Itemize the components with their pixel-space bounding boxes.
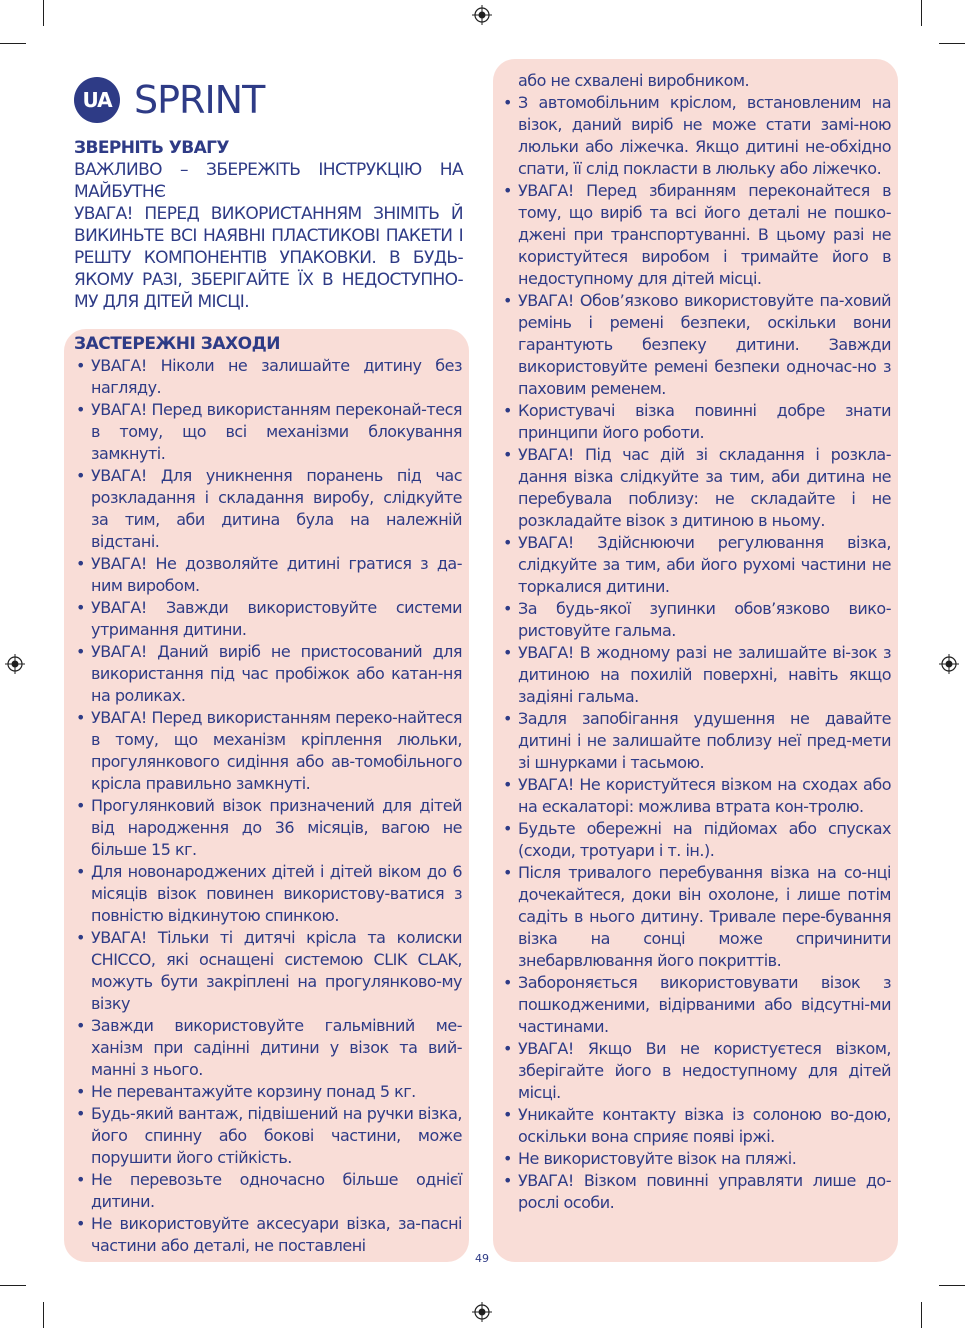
language-badge: UA [74,77,120,123]
precaution-item: • Завжди використовуйте гальмівний ме-ханізм при садінні дитини у візок та вий-манні з нього. [74,1015,462,1081]
precaution-item: • Уникайте контакту візка із солоною во-дою, оскільки вона сприяє появі іржі. [501,1104,891,1148]
packaging-warning: УВАГА! ПЕРЕД ВИКОРИСТАННЯМ ЗНІМІТЬ Й ВИКИНЬТЕ ВСІ НАЯВНІ ПЛАСТИКОВІ ПАКЕТИ І РЕШТУ КОМПОНЕНТІВ УПАКОВКИ. В БУДЬ-ЯКОМУ РАЗІ, ЗБЕРІГАЙТЕ ЇХ В НЕДОСТУПНО-МУ ДЛЯ ДІТЕЙ МІСЦІ. [74,204,463,312]
precaution-item: • УВАГА! Перед збиранням переконайтеся в тому, що виріб та всі його деталі не пошко-джені при транспортуванні. В цьому разі не користуйтеся виробом і тримайте його в недоступному для дітей місці. [501,180,891,290]
important-line-2: МАЙБУТНЄ [74,182,166,202]
precaution-item: • Користувачі візка повинні добре знати принципи його роботи. [501,400,891,444]
product-title: SPRINT [134,78,265,122]
precautions-box-left [64,329,469,1262]
precautions-box-right [493,59,898,1262]
crop-mark-tr-h [939,43,965,44]
crop-mark-tl-h [0,43,26,44]
registration-mark-right-icon [939,654,959,674]
precaution-item: • Після тривалого перебування візка на со-нці дочекайтеся, доки він охолоне, і лише потім садіть в нього дитину. Тривале пере-бування візка на сонці може спричинити знебарвлювання його покриттів. [501,862,891,972]
precaution-item: • УВАГА! Якщо Ви не користуєтеся візком, зберігайте його в недоступному для дітей місці. [501,1038,891,1104]
precaution-item: • Будь-який вантаж, підвішений на ручки візка, його спинну або бокові частини, може порушити його стійкість. [74,1103,462,1169]
crop-mark-tr-v [921,0,922,26]
precaution-item: • Для новонароджених дітей і дітей віком до 6 місяців візок повинен використову-ватися з повністю відкинутою спинкою. [74,861,462,927]
precaution-item: • Будьте обережні на підйомах або спусках (сходи, тротуари і т. ін.). [501,818,891,862]
registration-mark-left-icon [5,654,25,674]
precaution-item: • УВАГА! Здійснюючи регулювання візка, слідкуйте за тим, аби його рухомі частини не торкалися дитини. [501,532,891,598]
page-header [74,76,264,124]
precautions-list-right [501,92,891,1214]
precaution-item: • УВАГА! Для уникнення поранень під час розкладання і складання виробу, слідкуйте за тим, аби дитина була на належній відстані. [74,465,462,553]
precaution-item: • УВАГА! Не дозволяйте дитині гратися з да-ним виробом. [74,553,462,597]
precaution-item: • За будь-якої зупинки обов’язково вико-ристовуйте гальма. [501,598,891,642]
precaution-item: • УВАГА! Під час дій зі складання і розкла-дання візка слідкуйте за тим, аби дитина не перебувала поблизу: не складайте і не розкладайте візок з дитиною в ньому. [501,444,891,532]
important-line-1: ВАЖЛИВО – ЗБЕРЕЖІТЬ ІНСТРУКЦІЮ НА [74,160,463,180]
crop-mark-br-h [939,1285,965,1286]
precaution-item: • УВАГА! Обов’язково використовуйте па-ховий ремінь і ремені безпеки, оскільки вони гарантують безпеку дитини. Завжди використовуйте ремені безпеки одночас-но з паховим ременем. [501,290,891,400]
precaution-item: • УВАГА! Візком повинні управляти лише до-рослі особи. [501,1170,891,1214]
precaution-item: • Не перевозьте одночасно більше однієї дитини. [74,1169,462,1213]
precaution-item: • УВАГА! Ніколи не залишайте дитину без нагляду. [74,355,462,399]
precautions-title: ЗАСТЕРЕЖНІ ЗАХОДИ [74,334,280,354]
precautions-list-left [74,355,462,1257]
continued-text: або не схвалені виробником. [518,71,750,90]
registration-mark-bottom-icon [472,1302,492,1322]
precaution-item: • Прогулянковий візок призначений для дітей від народження до 36 місяців, вагою не більше 15 кг. [74,795,462,861]
precaution-item: • Не використовуйте візок на пляжі. [501,1148,891,1170]
precaution-item: • З автомобільним кріслом, встановленим на візок, даний виріб не може стати замі-ною люльки або ліжечка. Якщо дитині не-обхідно спати, її слід покласти в люльку або ліжечко. [501,92,891,180]
precaution-item: • УВАГА! Даний виріб не пристосований для використання під час пробіжок або катан-ня на роликах. [74,641,462,707]
crop-mark-tl-v [43,0,44,26]
precaution-item: • УВАГА! Тільки ті дитячі крісла та колиски CHICCO, які оснащені системою CLIK CLAK, можуть бути закріплені на прогулянково-му візку [74,927,462,1015]
precaution-item: • Забороняється використовувати візок з пошкодженими, відірваними або відсутні-ми частинами. [501,972,891,1038]
crop-mark-bl-v [43,1302,44,1328]
precaution-item: • УВАГА! Завжди використовуйте системи утримання дитини. [74,597,462,641]
precaution-item: • Не перевантажуйте корзину понад 5 кг. [74,1081,462,1103]
precaution-item: • УВАГА! В жодному разі не залишайте ві-зок з дитиною на похилій поверхні, навіть якщо задіяні гальма. [501,642,891,708]
registration-mark-top-icon [472,5,492,25]
notice-section [74,137,463,313]
crop-mark-bl-h [0,1285,26,1286]
precaution-item: • УВАГА! Перед використанням переконай-теся в тому, що всі механізми блокування замкнуті. [74,399,462,465]
precaution-item: • Не використовуйте аксесуари візка, за-пасні частини або деталі, не поставлені [74,1213,462,1257]
page-number: 49 [475,1252,489,1265]
precaution-item: • УВАГА! Не користуйтеся візком на сходах або на ескалаторі: можлива втрата кон-тролю. [501,774,891,818]
notice-heading: ЗВЕРНІТЬ УВАГУ [74,138,229,158]
crop-mark-br-v [921,1302,922,1328]
precaution-item: • УВАГА! Перед використанням переко-найтеся в тому, що механізм кріплення люльки, прогулянкового сидіння або ав-томобільного крісла правильно замкнуті. [74,707,462,795]
precaution-item: • Задля запобігання удушення не давайте дитині і не залишайте поблизу неї пред-мети зі шнурками і тасьмою. [501,708,891,774]
